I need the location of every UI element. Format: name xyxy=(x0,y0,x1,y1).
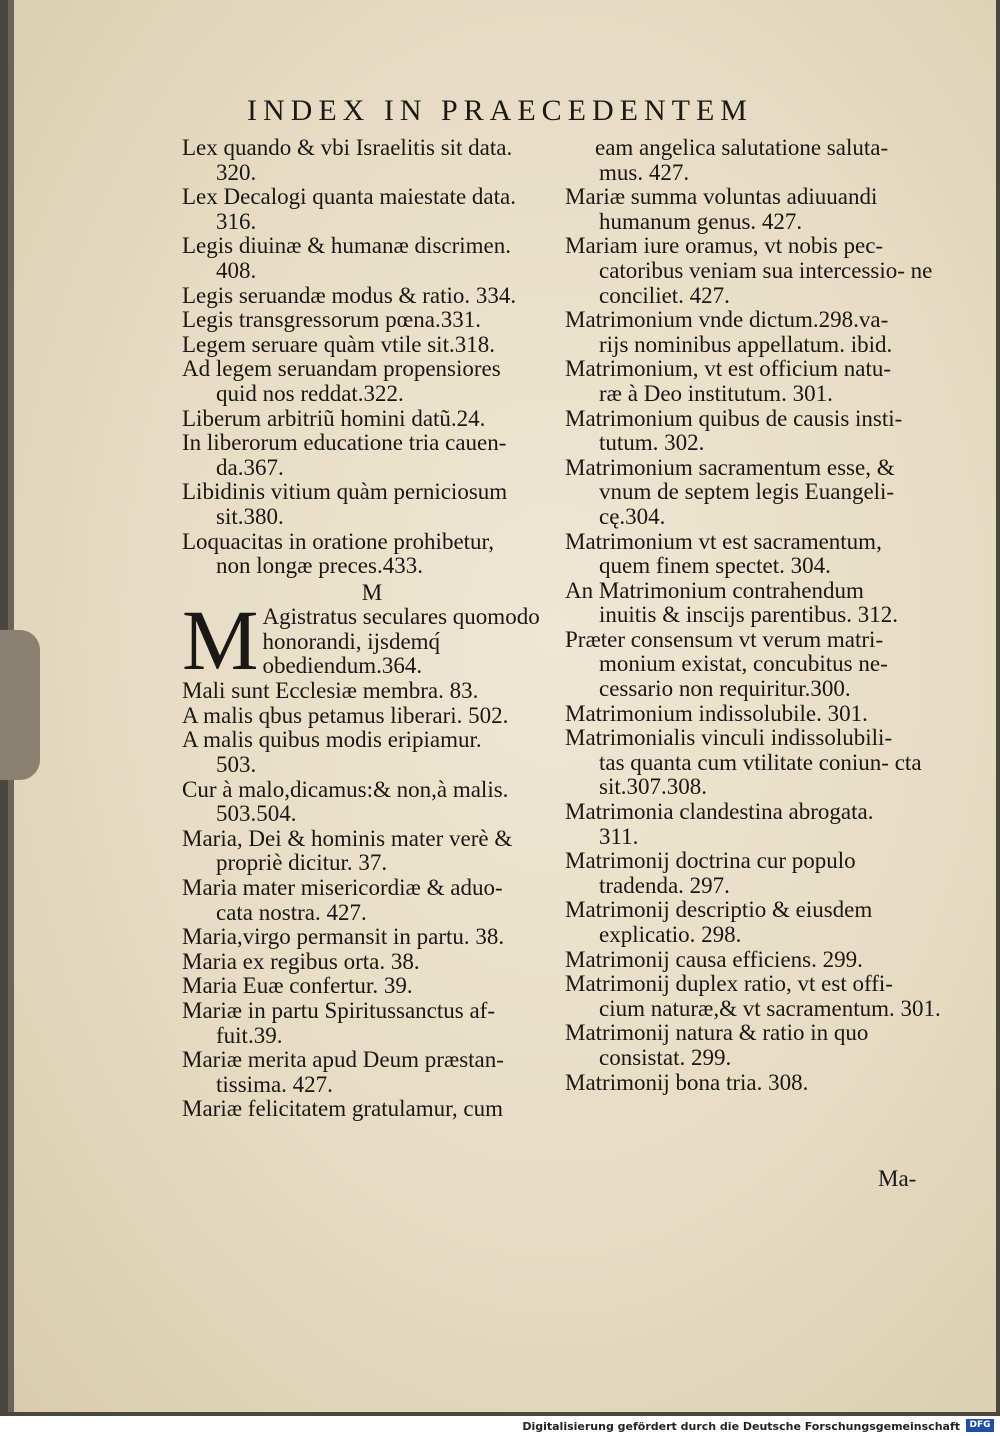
index-entry xyxy=(182,876,562,925)
index-entry-text: Matrimonium indissolubile. 301. xyxy=(565,700,868,726)
index-entry-continuation: ræ à Deo institutum. 301. xyxy=(599,380,833,406)
index-entry xyxy=(182,974,562,999)
index-entry xyxy=(182,185,562,234)
index-entry xyxy=(565,800,945,849)
index-entry-text: Matrimonium vnde dictum.298.va- xyxy=(565,307,889,333)
index-entry-text: Maria,virgo permansit in partu. 38. xyxy=(182,924,505,950)
dropcap-letter: M xyxy=(182,592,259,689)
index-entry-text: Matrimonij causa efficiens. 299. xyxy=(565,946,863,972)
index-entry-continuation: vnum de septem legis Euangeli- cę.304. xyxy=(599,479,895,529)
footer-text: Digitalisierung gefördert durch die Deutsche Forschungsgemeinschaft xyxy=(522,1420,960,1433)
index-entry-continuation: cata nostra. 427. xyxy=(216,899,367,925)
index-entry-continuation: 311. xyxy=(599,823,639,849)
index-entry-text: Matrimonia clandestina abrogata. xyxy=(565,799,874,825)
index-entry xyxy=(565,849,945,898)
index-entry-continuation: consistat. 299. xyxy=(599,1044,732,1070)
index-entry-text: Legem seruare quàm vtile sit.318. xyxy=(182,331,495,357)
index-entry-continuation: tas quanta cum vtilitate coniun- cta sit.307.308. xyxy=(599,749,922,800)
index-entry-text: Matrimonium vt est sacramentum, xyxy=(565,528,882,554)
index-entry xyxy=(565,1021,945,1070)
index-entry-text: Maria, Dei & hominis mater verè & xyxy=(182,825,513,851)
left-column xyxy=(182,136,562,1122)
index-entry xyxy=(565,972,945,1021)
index-entry xyxy=(182,530,562,579)
index-entry-text: Mariæ summa voluntas adiuuandi xyxy=(565,184,878,210)
index-entry xyxy=(182,333,562,358)
index-entry-text: Mariæ merita apud Deum præstan- xyxy=(182,1047,504,1073)
index-entry xyxy=(182,950,562,975)
dropcap-entry xyxy=(182,592,562,689)
index-entry xyxy=(565,726,945,800)
index-entry xyxy=(182,1048,562,1097)
index-entry xyxy=(565,136,945,185)
index-entry-text: A malis qbus petamus liberari. 502. xyxy=(182,702,509,728)
index-entry-continuation: tutum. 302. xyxy=(599,430,705,456)
index-entry xyxy=(565,234,945,308)
index-entry-continuation: non longæ preces.433. xyxy=(216,553,423,579)
index-entry xyxy=(182,704,562,729)
index-entry-continuation: cium naturæ,& vt sacramentum. 301. xyxy=(599,995,941,1021)
index-entry-text: Lex Decalogi quanta maiestate data. xyxy=(182,184,516,210)
index-entry-continuation: tissima. 427. xyxy=(216,1071,333,1097)
index-entry xyxy=(182,827,562,876)
index-entry-text: Ad legem seruandam propensiores xyxy=(182,356,501,382)
index-entry-text: Maria mater misericordiæ & aduo- xyxy=(182,875,503,901)
index-entry xyxy=(182,284,562,309)
index-entry-text: Legis diuinæ & humanæ discrimen. xyxy=(182,233,511,259)
index-entry xyxy=(182,357,562,406)
footer-bar xyxy=(0,1416,1000,1436)
index-entry xyxy=(182,431,562,480)
index-entry-text: Lex quando & vbi Israelitis sit data. xyxy=(182,135,513,160)
index-entry-text: Mariam iure oramus, vt nobis pec- xyxy=(565,233,884,259)
index-entry xyxy=(182,999,562,1048)
index-entry xyxy=(565,628,945,702)
index-entry-text: Mariæ in partu Spiritussanctus af- xyxy=(182,998,496,1023)
page-header: INDEX IN PRAECEDENTEM xyxy=(247,94,753,127)
index-entry-text: Libidinis vitium quàm perniciosum xyxy=(182,479,508,505)
index-entry xyxy=(565,185,945,234)
index-entry-continuation: explicatio. 298. xyxy=(599,922,742,947)
index-entry-text: A malis quibus modis eripiamur. xyxy=(182,727,482,753)
index-entry xyxy=(182,234,562,283)
page-edge-tab xyxy=(0,630,40,780)
dfg-logo-icon: DFG xyxy=(966,1419,994,1432)
index-entry-continuation: monium existat, concubitus ne- cessario non requiritur.300. xyxy=(599,651,888,702)
index-entry-continuation: mus. 427. xyxy=(599,159,690,185)
index-entry-continuation: inuitis & inscijs parentibus. 312. xyxy=(599,602,898,628)
index-entry-text: Matrimonij duplex ratio, vt est offi- xyxy=(565,971,893,997)
index-entry-continuation: 503.504. xyxy=(216,801,297,827)
index-entry-continuation: 503. xyxy=(216,752,257,778)
index-entry xyxy=(182,480,562,529)
index-entry xyxy=(565,579,945,628)
index-entry-text: Legis transgressorum pœna.331. xyxy=(182,307,481,333)
index-entry-continuation: 316. xyxy=(216,208,257,234)
right-column xyxy=(565,136,945,1095)
index-entry xyxy=(182,925,562,950)
index-entry-text: Matrimonij natura & ratio in quo xyxy=(565,1020,869,1046)
index-entry-text: Matrimonij doctrina cur populo xyxy=(565,848,856,874)
index-entry-text: Matrimonij bona tria. 308. xyxy=(565,1069,809,1095)
index-entry-text: Mali sunt Ecclesiæ membra. 83. xyxy=(182,678,479,704)
index-entry-continuation: fuit.39. xyxy=(216,1022,283,1048)
index-entry xyxy=(182,407,562,432)
index-entry xyxy=(182,778,562,827)
index-entry-continuation: humanum genus. 427. xyxy=(599,208,803,234)
index-entry xyxy=(182,1097,562,1122)
index-entry xyxy=(565,948,945,973)
index-entry-text: Matrimonij descriptio & eiusdem xyxy=(565,897,873,923)
index-entry-text: Præter consensum vt verum matri- xyxy=(565,626,884,652)
index-entry-continuation: catoribus veniam sua intercessio- ne conciliet. 427. xyxy=(599,257,933,308)
index-entry-continuation: tradenda. 297. xyxy=(599,872,730,898)
index-entry xyxy=(182,728,562,777)
index-entry-text: Maria Euæ confertur. 39. xyxy=(182,973,413,999)
index-entry-continuation: 408. xyxy=(216,257,257,283)
index-entry-text: eam angelica salutatione saluta- xyxy=(595,135,889,160)
index-entry-text: Matrimonium sacramentum esse, & xyxy=(565,454,895,480)
index-entry xyxy=(565,898,945,947)
dropcap-text: Agistratus seculares quomodo honorandi, ijsdemq́ obediendum.364. xyxy=(262,604,540,679)
index-entry-text: Matrimonium, vt est officium natu- xyxy=(565,356,891,382)
index-entry-continuation: 320. xyxy=(216,159,257,185)
index-entry-text: Cur à malo,dicamus:& non,à malis. xyxy=(182,776,509,802)
index-entry-continuation: propriè dicitur. 37. xyxy=(216,850,388,876)
letter-heading: M xyxy=(361,579,383,605)
index-entry-text: Matrimonialis vinculi indissolubili- xyxy=(565,725,893,751)
index-entry xyxy=(565,357,945,406)
index-entry-text: Maria ex regibus orta. 38. xyxy=(182,948,420,974)
index-entry-continuation: rijs nominibus appellatum. ibid. xyxy=(599,331,893,357)
index-entry xyxy=(565,456,945,530)
index-entry-text: Mariæ felicitatem gratulamur, cum xyxy=(182,1096,503,1122)
index-entry-continuation: sit.380. xyxy=(216,503,284,529)
index-entry xyxy=(565,702,945,727)
catchword: Ma- xyxy=(878,1166,917,1191)
index-entry-text: Liberum arbitriũ homini datũ.24. xyxy=(182,405,486,431)
index-entry-text: In liberorum educatione tria cauen- xyxy=(182,430,507,456)
index-entry xyxy=(565,407,945,456)
index-entry xyxy=(565,308,945,357)
index-entry-text: Loquacitas in oratione prohibetur, xyxy=(182,528,495,554)
index-entry-text: An Matrimonium contrahendum xyxy=(565,577,864,603)
index-entry xyxy=(565,1071,945,1096)
index-entry xyxy=(182,308,562,333)
index-entry-text: Legis seruandæ modus & ratio. 334. xyxy=(182,282,517,308)
index-entry-text: Matrimonium quibus de causis insti- xyxy=(565,405,903,431)
index-entry-continuation: quem finem spectet. 304. xyxy=(599,553,831,579)
index-entry-continuation: quid nos reddat.322. xyxy=(216,380,404,406)
index-entry xyxy=(565,530,945,579)
index-entry-continuation: da.367. xyxy=(216,454,284,480)
index-entry xyxy=(182,136,562,185)
